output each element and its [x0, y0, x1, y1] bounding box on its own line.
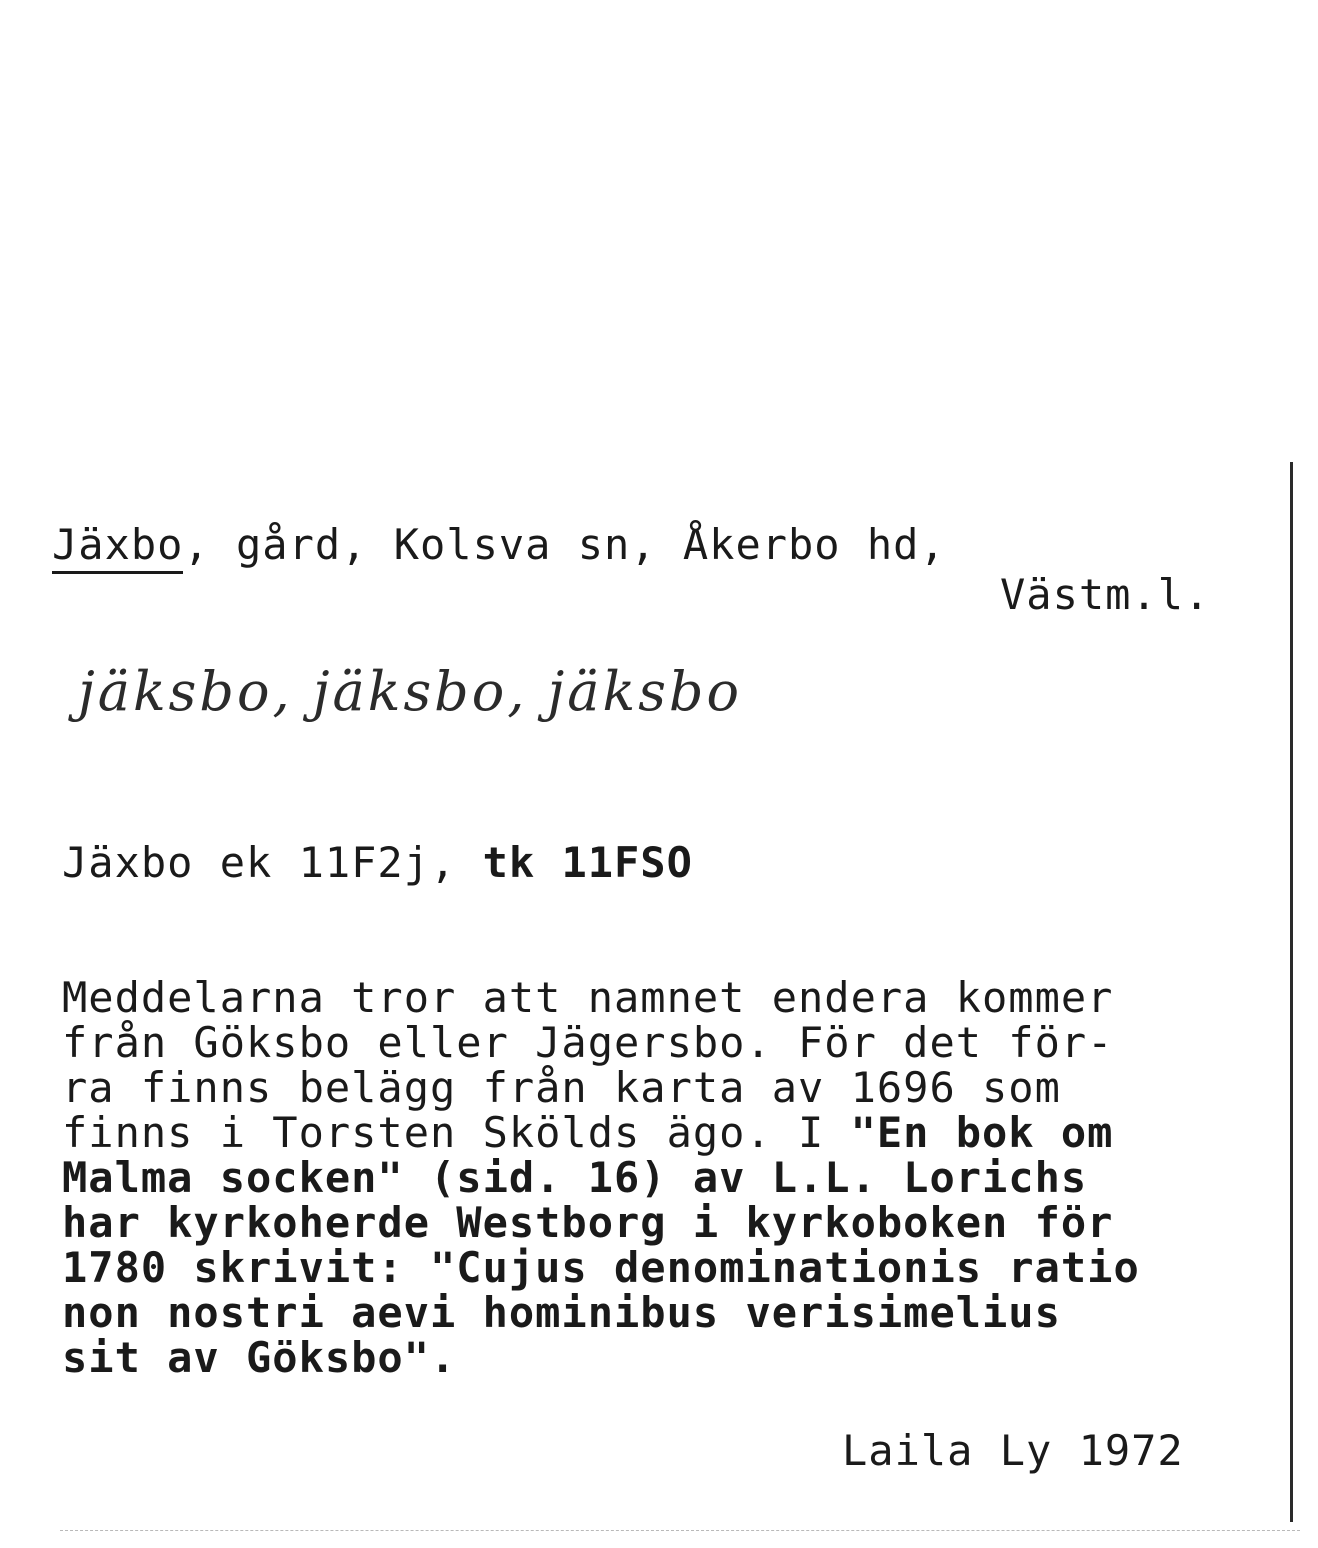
heading-details: , gård, Kolsva sn, Åkerbo hd, — [183, 520, 946, 569]
signature: Laila Ly 1972 — [842, 1426, 1184, 1475]
map-ek-ref: Jäxbo ek 11F2j, — [62, 838, 457, 887]
paragraph-line: har kyrkoherde Westborg i kyrkoboken för — [62, 1198, 1114, 1247]
card-right-edge — [1290, 462, 1293, 1522]
paragraph-line-bold-part: "En bok om — [850, 1108, 1114, 1157]
heading-line — [52, 520, 946, 569]
paragraph-line: Malma socken" (sid. 16) av L.L. Lorichs — [62, 1153, 1088, 1202]
map-references — [62, 838, 693, 887]
heading-county: Västm.l. — [1000, 570, 1211, 619]
paragraph-line: sit av Göksbo". — [62, 1333, 457, 1382]
paragraph-line: non nostri aevi hominibus verisimelius — [62, 1288, 1061, 1337]
paragraph-line: ra finns belägg från karta av 1696 som — [62, 1063, 1061, 1112]
paragraph-line: från Göksbo eller Jägersbo. För det för- — [62, 1018, 1114, 1067]
description-paragraph — [62, 975, 1140, 1380]
paragraph-line: 1780 skrivit: "Cujus denominationis ratio — [62, 1243, 1140, 1292]
paragraph-line-part: finns i Torsten Skölds ägo. I — [62, 1108, 851, 1157]
card-bottom-edge — [60, 1530, 1300, 1532]
map-tk-ref: tk 11FSO — [456, 838, 693, 887]
paragraph-line — [62, 1110, 1140, 1155]
phonetic-transcription: jäksbo, jäksbo, jäksbo — [78, 660, 743, 723]
paragraph-line: Meddelarna tror att namnet endera kommer — [62, 973, 1114, 1022]
heading-place-name: Jäxbo — [52, 520, 183, 574]
